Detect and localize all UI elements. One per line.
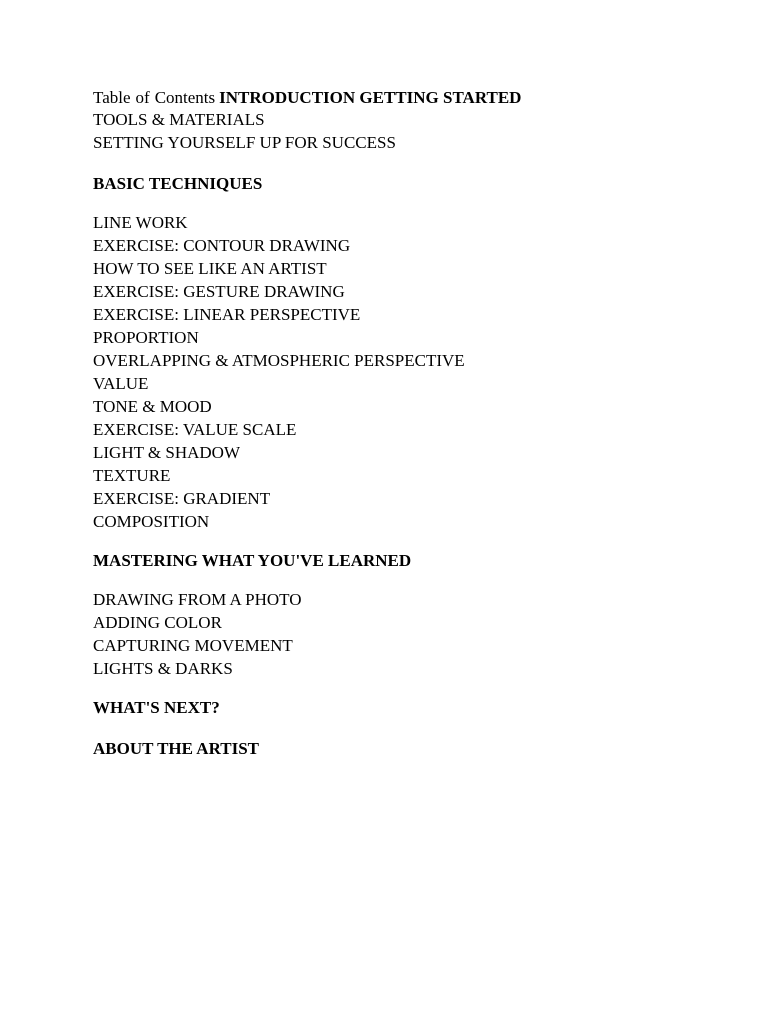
toc-entry: LIGHT & SHADOW: [93, 443, 241, 462]
toc-entry: EXERCISE: GESTURE DRAWING: [93, 282, 345, 301]
toc-heading-about-artist: ABOUT THE ARTIST: [93, 739, 260, 758]
toc-entry: EXERCISE: GRADIENT: [93, 489, 271, 508]
toc-heading-introduction: INTRODUCTION GETTING STARTED: [219, 88, 522, 107]
toc-title-word: Contents: [154, 88, 216, 107]
toc-entry: TONE & MOOD: [93, 397, 212, 416]
toc-entry: LIGHTS & DARKS: [93, 659, 233, 678]
toc-heading-basic-techniques: BASIC TECHNIQUES: [93, 174, 263, 193]
toc-entry: PROPORTION: [93, 328, 199, 347]
toc-entry: HOW TO SEE LIKE AN ARTIST: [93, 259, 327, 278]
toc-entry: EXERCISE: VALUE SCALE: [93, 420, 297, 439]
toc-entry: TEXTURE: [93, 466, 171, 485]
toc-entry: DRAWING FROM A PHOTO: [93, 590, 302, 609]
toc-entry: SETTING YOURSELF UP FOR SUCCESS: [93, 133, 396, 152]
toc-entry: LINE WORK: [93, 213, 188, 232]
table-of-contents: [93, 87, 733, 761]
toc-entry: VALUE: [93, 374, 149, 393]
toc-entry: CAPTURING MOVEMENT: [93, 636, 293, 655]
toc-entry: EXERCISE: LINEAR PERSPECTIVE: [93, 305, 361, 324]
toc-title-word: of: [135, 88, 150, 107]
toc-entry: COMPOSITION: [93, 512, 210, 531]
toc-entry: EXERCISE: CONTOUR DRAWING: [93, 236, 351, 255]
toc-entry: OVERLAPPING & ATMOSPHERIC PERSPECTIVE: [93, 351, 465, 370]
toc-title-word: Table: [93, 88, 131, 107]
toc-heading-mastering: MASTERING WHAT YOU'VE LEARNED: [93, 551, 412, 570]
toc-title-line: [93, 87, 733, 109]
toc-entry: ADDING COLOR: [93, 613, 222, 632]
toc-entry: TOOLS & MATERIALS: [93, 110, 265, 129]
toc-heading-whats-next: WHAT'S NEXT?: [93, 698, 220, 717]
